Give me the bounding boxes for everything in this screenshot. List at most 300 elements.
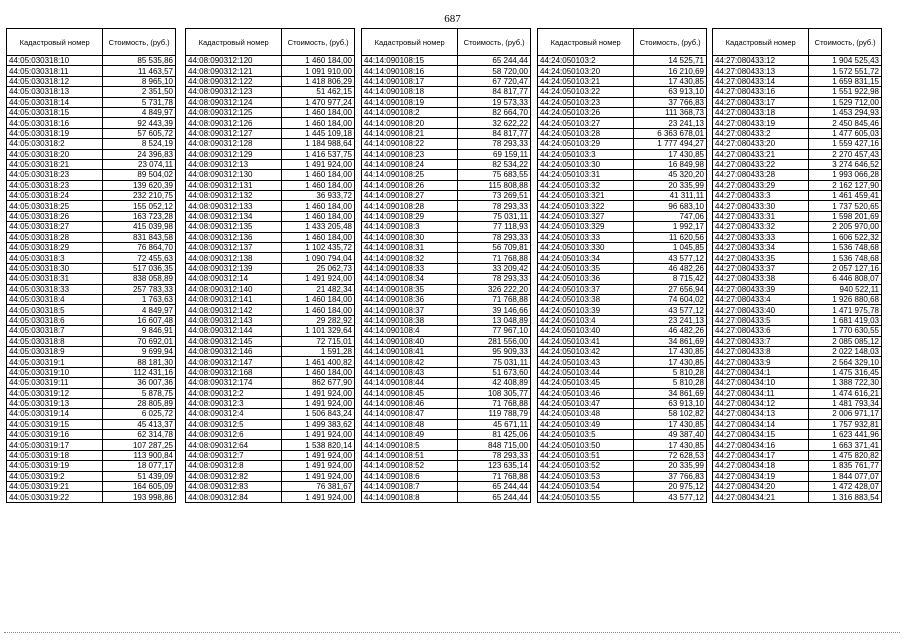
cadastral-number-cell: 44:08:090312:126 — [186, 118, 282, 128]
table-row — [362, 253, 531, 263]
cost-cell: 1 433 205,48 — [282, 222, 355, 232]
cost-cell: 76 864,70 — [103, 243, 176, 253]
cadastral-number-cell: 44:05:030318:25 — [7, 201, 103, 211]
table-row — [713, 409, 882, 419]
cadastral-number-cell: 44:08:090312:134 — [186, 211, 282, 221]
cost-cell: 16 849,98 — [634, 159, 707, 169]
cost-cell: 5 878,75 — [103, 388, 176, 398]
cadastral-number-cell: 44:27:080433:38 — [713, 274, 809, 284]
cadastral-number-cell: 44:27:080433:8 — [713, 346, 809, 356]
table-row — [7, 232, 176, 242]
cadastral-number-cell: 44:24:050103:27 — [538, 118, 634, 128]
cadastral-number-cell: 44:24:050103:51 — [538, 450, 634, 460]
cost-cell: 58 720,00 — [458, 66, 531, 76]
cadastral-number-cell: 44:14:090108:48 — [362, 419, 458, 429]
table-row — [538, 211, 707, 221]
table-row — [7, 149, 176, 159]
cadastral-table-3 — [361, 28, 531, 503]
cadastral-number-cell: 44:08:090312:84 — [186, 492, 282, 502]
cadastral-number-cell: 44:27:080433:7 — [713, 336, 809, 346]
cost-cell: 46 482,26 — [634, 326, 707, 336]
table-row — [713, 159, 882, 169]
header-cost: Стоимость, (руб.) — [282, 29, 355, 56]
cost-cell: 111 368,73 — [634, 107, 707, 117]
cost-cell: 1 461 400,82 — [282, 357, 355, 367]
cost-cell: 76 381,67 — [282, 482, 355, 492]
cost-cell: 20 975,12 — [634, 482, 707, 492]
cost-cell: 77 967,10 — [458, 326, 531, 336]
header-cadastral-number: Кадастровый номер — [186, 29, 282, 56]
cost-cell: 193 998,86 — [103, 492, 176, 502]
cost-cell: 1 418 806,29 — [282, 76, 355, 86]
cost-cell: 1 506 843,24 — [282, 409, 355, 419]
cost-cell: 78 293,33 — [458, 201, 531, 211]
cadastral-number-cell: 44:14:090108:22 — [362, 139, 458, 149]
cost-cell: 34 861,69 — [634, 388, 707, 398]
cadastral-number-cell: 44:14:090108:49 — [362, 430, 458, 440]
cadastral-number-cell: 44:05:030318:29 — [7, 243, 103, 253]
table-row — [362, 398, 531, 408]
cadastral-number-cell: 44:14:090108:20 — [362, 118, 458, 128]
table-row — [538, 336, 707, 346]
cadastral-number-cell: 44:24:050103:49 — [538, 419, 634, 429]
cadastral-number-cell: 44:27:080434:19 — [713, 471, 809, 481]
cadastral-number-cell: 44:24:050103:23 — [538, 97, 634, 107]
table-row — [362, 450, 531, 460]
table-row — [186, 294, 355, 304]
cost-cell: 72 715,01 — [282, 336, 355, 346]
cadastral-number-cell: 44:08:090312:4 — [186, 409, 282, 419]
cost-cell: 1 460 184,00 — [282, 56, 355, 66]
table-row — [7, 461, 176, 471]
cost-cell: 1 460 184,00 — [282, 367, 355, 377]
cadastral-number-cell: 44:27:080434:18 — [713, 461, 809, 471]
cost-cell: 39 146,66 — [458, 305, 531, 315]
cost-cell: 84 817,77 — [458, 128, 531, 138]
table-row — [713, 482, 882, 492]
table-row — [713, 201, 882, 211]
cadastral-number-cell: 44:05:030318:16 — [7, 118, 103, 128]
cadastral-number-cell: 44:27:080433:29 — [713, 180, 809, 190]
cost-cell: 1 472 428,07 — [809, 482, 882, 492]
cadastral-number-cell: 44:24:050103:330 — [538, 243, 634, 253]
table-row — [186, 492, 355, 502]
cost-cell: 831 843,58 — [103, 232, 176, 242]
table-row — [362, 191, 531, 201]
cost-cell: 1 763,63 — [103, 294, 176, 304]
table-row — [7, 440, 176, 450]
cost-cell: 1 993 066,28 — [809, 170, 882, 180]
cadastral-number-cell: 44:08:090312:132 — [186, 191, 282, 201]
cadastral-number-cell: 44:27:080434:16 — [713, 440, 809, 450]
cadastral-number-cell: 44:14:090108:42 — [362, 357, 458, 367]
table-row — [362, 76, 531, 86]
table-row — [362, 159, 531, 169]
cost-cell: 51 439,09 — [103, 471, 176, 481]
table-row — [7, 378, 176, 388]
header-cost: Стоимость, (руб.) — [458, 29, 531, 56]
table-row — [362, 326, 531, 336]
cadastral-number-cell: 44:14:090108:26 — [362, 180, 458, 190]
cadastral-number-cell: 44:05:030318:3 — [7, 253, 103, 263]
cost-cell: 82 534,22 — [458, 159, 531, 169]
cadastral-number-cell: 44:08:090312:120 — [186, 56, 282, 66]
cost-cell: 37 766,83 — [634, 471, 707, 481]
cost-cell: 1 681 419,03 — [809, 315, 882, 325]
table-row — [538, 107, 707, 117]
table-row — [186, 336, 355, 346]
cadastral-number-cell: 44:08:090312:147 — [186, 357, 282, 367]
table-row — [186, 201, 355, 211]
table-row — [538, 253, 707, 263]
cost-cell: 1 529 712,00 — [809, 97, 882, 107]
cost-cell: 78 293,33 — [458, 450, 531, 460]
cost-cell: 72 455,63 — [103, 253, 176, 263]
cadastral-number-cell: 44:24:050103:53 — [538, 471, 634, 481]
cost-cell: 1 101 329,64 — [282, 326, 355, 336]
table-row — [7, 367, 176, 377]
table-row — [713, 398, 882, 408]
table-row — [538, 159, 707, 169]
cost-cell: 1 316 883,54 — [809, 492, 882, 502]
cost-cell: 123 635,14 — [458, 461, 531, 471]
cadastral-number-cell: 44:27:080433:9 — [713, 357, 809, 367]
cadastral-number-cell: 44:05:030318:24 — [7, 191, 103, 201]
table-row — [7, 76, 176, 86]
cadastral-number-cell: 44:14:090108:25 — [362, 170, 458, 180]
cost-cell: 2 205 970,00 — [809, 222, 882, 232]
cadastral-number-cell: 44:27:080433:3 — [713, 191, 809, 201]
cost-cell: 1 460 184,00 — [282, 170, 355, 180]
cadastral-number-cell: 44:24:050103:39 — [538, 305, 634, 315]
header-cadastral-number: Кадастровый номер — [538, 29, 634, 56]
cost-cell: 21 482,34 — [282, 284, 355, 294]
table-row — [713, 388, 882, 398]
table-row — [362, 440, 531, 450]
cost-cell: 67 720,47 — [458, 76, 531, 86]
cost-cell: 1 591,28 — [282, 346, 355, 356]
header-cadastral-number: Кадастровый номер — [7, 29, 103, 56]
table-row — [7, 139, 176, 149]
cost-cell: 84 817,77 — [458, 87, 531, 97]
cost-cell: 1 481 793,34 — [809, 398, 882, 408]
cadastral-number-cell: 44:14:090108:5 — [362, 440, 458, 450]
cost-cell: 1 460 184,00 — [282, 107, 355, 117]
table-row — [538, 128, 707, 138]
table-row — [186, 409, 355, 419]
cost-cell: 58 102,82 — [634, 409, 707, 419]
cost-cell: 69 159,11 — [458, 149, 531, 159]
cadastral-number-cell: 44:24:050103:26 — [538, 107, 634, 117]
cadastral-number-cell: 44:27:080433:5 — [713, 315, 809, 325]
cost-cell: 82 664,70 — [458, 107, 531, 117]
table-row — [186, 284, 355, 294]
cost-cell: 1 460 184,00 — [282, 211, 355, 221]
cadastral-number-cell: 44:14:090108:51 — [362, 450, 458, 460]
cadastral-number-cell: 44:08:090312:144 — [186, 326, 282, 336]
table-row — [7, 66, 176, 76]
cost-cell: 71 768,88 — [458, 471, 531, 481]
table-row — [362, 118, 531, 128]
table-row — [7, 450, 176, 460]
table-row — [713, 97, 882, 107]
table-row — [7, 128, 176, 138]
cadastral-number-cell: 44:05:030318:14 — [7, 97, 103, 107]
table-row — [7, 346, 176, 356]
table-row — [7, 294, 176, 304]
cost-cell: 65 244,44 — [458, 56, 531, 66]
table-row — [186, 419, 355, 429]
table-row — [538, 398, 707, 408]
cost-cell: 36 007,36 — [103, 378, 176, 388]
table-row — [538, 263, 707, 273]
table-row — [538, 440, 707, 450]
cadastral-number-cell: 44:05:030318:15 — [7, 107, 103, 117]
cadastral-number-cell: 44:24:050103:43 — [538, 357, 634, 367]
table-row — [362, 409, 531, 419]
table-row — [538, 461, 707, 471]
cost-cell: 2 564 329,10 — [809, 357, 882, 367]
cadastral-number-cell: 44:08:090312:6 — [186, 430, 282, 440]
table-row — [362, 419, 531, 429]
cost-cell: 232 210,75 — [103, 191, 176, 201]
table-row — [186, 461, 355, 471]
cost-cell: 17 430,85 — [634, 357, 707, 367]
cost-cell: 1 992,17 — [634, 222, 707, 232]
cost-cell: 17 430,85 — [634, 419, 707, 429]
cost-cell: 1 045,85 — [634, 243, 707, 253]
cadastral-number-cell: 44:05:030318:28 — [7, 232, 103, 242]
cadastral-number-cell: 44:24:050103:29 — [538, 139, 634, 149]
table-row — [362, 139, 531, 149]
table-row — [7, 87, 176, 97]
cadastral-number-cell: 44:14:090108:33 — [362, 263, 458, 273]
table-row — [713, 149, 882, 159]
cadastral-number-cell: 44:14:090108:3 — [362, 222, 458, 232]
table-row — [713, 326, 882, 336]
cost-cell: 4 849,97 — [103, 107, 176, 117]
table-row — [538, 243, 707, 253]
cost-cell: 1 572 551,72 — [809, 66, 882, 76]
cadastral-number-cell: 44:08:090312:129 — [186, 149, 282, 159]
cost-cell: 1 777 494,27 — [634, 139, 707, 149]
cadastral-number-cell: 44:08:090312:146 — [186, 346, 282, 356]
table-row — [362, 346, 531, 356]
table-row — [538, 232, 707, 242]
cost-cell: 11 463,57 — [103, 66, 176, 76]
cadastral-number-cell: 44:05:030319:11 — [7, 378, 103, 388]
cost-cell: 1 470 977,24 — [282, 97, 355, 107]
cost-cell: 1 445 109,18 — [282, 128, 355, 138]
cost-cell: 1 388 722,30 — [809, 378, 882, 388]
cost-cell: 23 241,13 — [634, 315, 707, 325]
cadastral-number-cell: 44:27:080433:22 — [713, 159, 809, 169]
table-row — [538, 294, 707, 304]
cost-cell: 43 577,12 — [634, 305, 707, 315]
table-row — [538, 274, 707, 284]
table-row — [186, 357, 355, 367]
table-row — [186, 180, 355, 190]
table-row — [362, 170, 531, 180]
cost-cell: 36 933,72 — [282, 191, 355, 201]
cadastral-number-cell: 44:08:090312:127 — [186, 128, 282, 138]
cadastral-number-cell: 44:08:090312:123 — [186, 87, 282, 97]
cadastral-number-cell: 44:05:030319:16 — [7, 430, 103, 440]
cost-cell: 45 671,11 — [458, 419, 531, 429]
table-row — [7, 492, 176, 502]
table-row — [7, 419, 176, 429]
table-row — [362, 180, 531, 190]
header-cost: Стоимость, (руб.) — [634, 29, 707, 56]
table-row — [713, 253, 882, 263]
cost-cell: 2 450 845,46 — [809, 118, 882, 128]
cadastral-number-cell: 44:27:080433:32 — [713, 222, 809, 232]
cost-cell: 17 430,85 — [634, 149, 707, 159]
table-row — [538, 346, 707, 356]
table-header-row — [362, 29, 531, 56]
cost-cell: 51 673,60 — [458, 367, 531, 377]
cost-cell: 1 551 922,98 — [809, 87, 882, 97]
table-row — [362, 357, 531, 367]
table-row — [362, 336, 531, 346]
cadastral-number-cell: 44:27:080433:30 — [713, 201, 809, 211]
table-row — [186, 378, 355, 388]
cost-cell: 139 620,39 — [103, 180, 176, 190]
cost-cell: 862 677,90 — [282, 378, 355, 388]
cadastral-number-cell: 44:08:090312:124 — [186, 97, 282, 107]
cost-cell: 1 460 184,00 — [282, 201, 355, 211]
table-row — [713, 346, 882, 356]
table-row — [538, 450, 707, 460]
cadastral-number-cell: 44:27:080433:37 — [713, 263, 809, 273]
cost-cell: 5 731,78 — [103, 97, 176, 107]
cadastral-number-cell: 44:27:080433:13 — [713, 66, 809, 76]
cadastral-number-cell: 44:14:090108:18 — [362, 87, 458, 97]
cost-cell: 108 305,77 — [458, 388, 531, 398]
table-row — [362, 232, 531, 242]
cadastral-number-cell: 44:14:090108:46 — [362, 398, 458, 408]
cadastral-number-cell: 44:24:050103:33 — [538, 232, 634, 242]
cadastral-number-cell: 44:24:050103:38 — [538, 294, 634, 304]
cost-cell: 17 430,85 — [634, 346, 707, 356]
table-row — [362, 388, 531, 398]
cadastral-number-cell: 44:27:080434:13 — [713, 409, 809, 419]
table-row — [713, 180, 882, 190]
table-row — [186, 107, 355, 117]
cadastral-number-cell: 44:27:080434:12 — [713, 398, 809, 408]
table-row — [186, 471, 355, 481]
table-row — [7, 56, 176, 66]
cadastral-number-cell: 44:24:050103:42 — [538, 346, 634, 356]
cadastral-number-cell: 44:24:050103:32 — [538, 180, 634, 190]
cost-cell: 1 598 201,69 — [809, 211, 882, 221]
cadastral-number-cell: 44:14:090108:45 — [362, 388, 458, 398]
cost-cell: 1 102 435,72 — [282, 243, 355, 253]
cost-cell: 1 623 441,96 — [809, 430, 882, 440]
cadastral-number-cell: 44:05:030319:19 — [7, 461, 103, 471]
cadastral-number-cell: 44:24:050103:55 — [538, 492, 634, 502]
cost-cell: 16 210,69 — [634, 66, 707, 76]
cadastral-number-cell: 44:14:090108:8 — [362, 492, 458, 502]
cadastral-number-cell: 44:27:080433:16 — [713, 87, 809, 97]
cost-cell: 65 244,44 — [458, 482, 531, 492]
cadastral-number-cell: 44:14:090108:2 — [362, 107, 458, 117]
cadastral-number-cell: 44:27:080433:20 — [713, 139, 809, 149]
cost-cell: 2 085 085,12 — [809, 336, 882, 346]
table-row — [7, 305, 176, 315]
cadastral-number-cell: 44:14:090108:32 — [362, 253, 458, 263]
table-row — [186, 211, 355, 221]
cadastral-number-cell: 44:24:050103:41 — [538, 336, 634, 346]
cost-cell: 95 909,33 — [458, 346, 531, 356]
cost-cell: 1 477 605,03 — [809, 128, 882, 138]
cadastral-number-cell: 44:27:080433:28 — [713, 170, 809, 180]
cost-cell: 42 408,89 — [458, 378, 531, 388]
cost-cell: 24 396,83 — [103, 149, 176, 159]
cadastral-number-cell: 44:08:090312:7 — [186, 450, 282, 460]
cadastral-number-cell: 44:08:090312:8 — [186, 461, 282, 471]
table-row — [538, 378, 707, 388]
table-row — [362, 274, 531, 284]
table-row — [362, 66, 531, 76]
table-row — [7, 336, 176, 346]
cadastral-number-cell: 44:27:080433:39 — [713, 284, 809, 294]
cadastral-number-cell: 44:08:090312:174 — [186, 378, 282, 388]
cadastral-number-cell: 44:08:090312:2 — [186, 388, 282, 398]
cadastral-number-cell: 44:05:030318:20 — [7, 149, 103, 159]
table-row — [362, 211, 531, 221]
cadastral-number-cell: 44:24:050103:34 — [538, 253, 634, 263]
table-row — [7, 357, 176, 367]
cadastral-number-cell: 44:05:030318:11 — [7, 66, 103, 76]
table-header-row — [186, 29, 355, 56]
table-row — [538, 388, 707, 398]
cost-cell: 4 849,97 — [103, 305, 176, 315]
cost-cell: 1 491 924,00 — [282, 471, 355, 481]
cost-cell: 1 659 831,15 — [809, 76, 882, 86]
cost-cell: 17 430,85 — [634, 440, 707, 450]
cadastral-number-cell: 44:27:080434:15 — [713, 430, 809, 440]
table-row — [362, 461, 531, 471]
cost-cell: 63 913,10 — [634, 398, 707, 408]
cost-cell: 5 810,28 — [634, 367, 707, 377]
table-row — [538, 180, 707, 190]
table-row — [186, 139, 355, 149]
cadastral-number-cell: 44:05:030318:10 — [7, 56, 103, 66]
cost-cell: 37 766,83 — [634, 97, 707, 107]
cadastral-number-cell: 44:24:050103:45 — [538, 378, 634, 388]
table-row — [713, 76, 882, 86]
cadastral-number-cell: 44:05:030319:15 — [7, 419, 103, 429]
cost-cell: 1 737 520,65 — [809, 201, 882, 211]
cost-cell: 6 446 808,07 — [809, 274, 882, 284]
cadastral-number-cell: 44:05:030318:5 — [7, 305, 103, 315]
cadastral-number-cell: 44:24:050103:50 — [538, 440, 634, 450]
cadastral-number-cell: 44:27:080433:34 — [713, 243, 809, 253]
table-row — [186, 253, 355, 263]
cost-cell: 848 715,00 — [458, 440, 531, 450]
cadastral-number-cell: 44:24:050103:21 — [538, 76, 634, 86]
cadastral-number-cell: 44:08:090312:122 — [186, 76, 282, 86]
table-row — [538, 419, 707, 429]
cost-cell: 62 314,78 — [103, 430, 176, 440]
cadastral-number-cell: 44:24:050103:36 — [538, 274, 634, 284]
table-row — [362, 430, 531, 440]
cadastral-number-cell: 44:08:090312:168 — [186, 367, 282, 377]
cost-cell: 1 491 924,00 — [282, 159, 355, 169]
cost-cell: 29 282,92 — [282, 315, 355, 325]
cost-cell: 18 077,17 — [103, 461, 176, 471]
